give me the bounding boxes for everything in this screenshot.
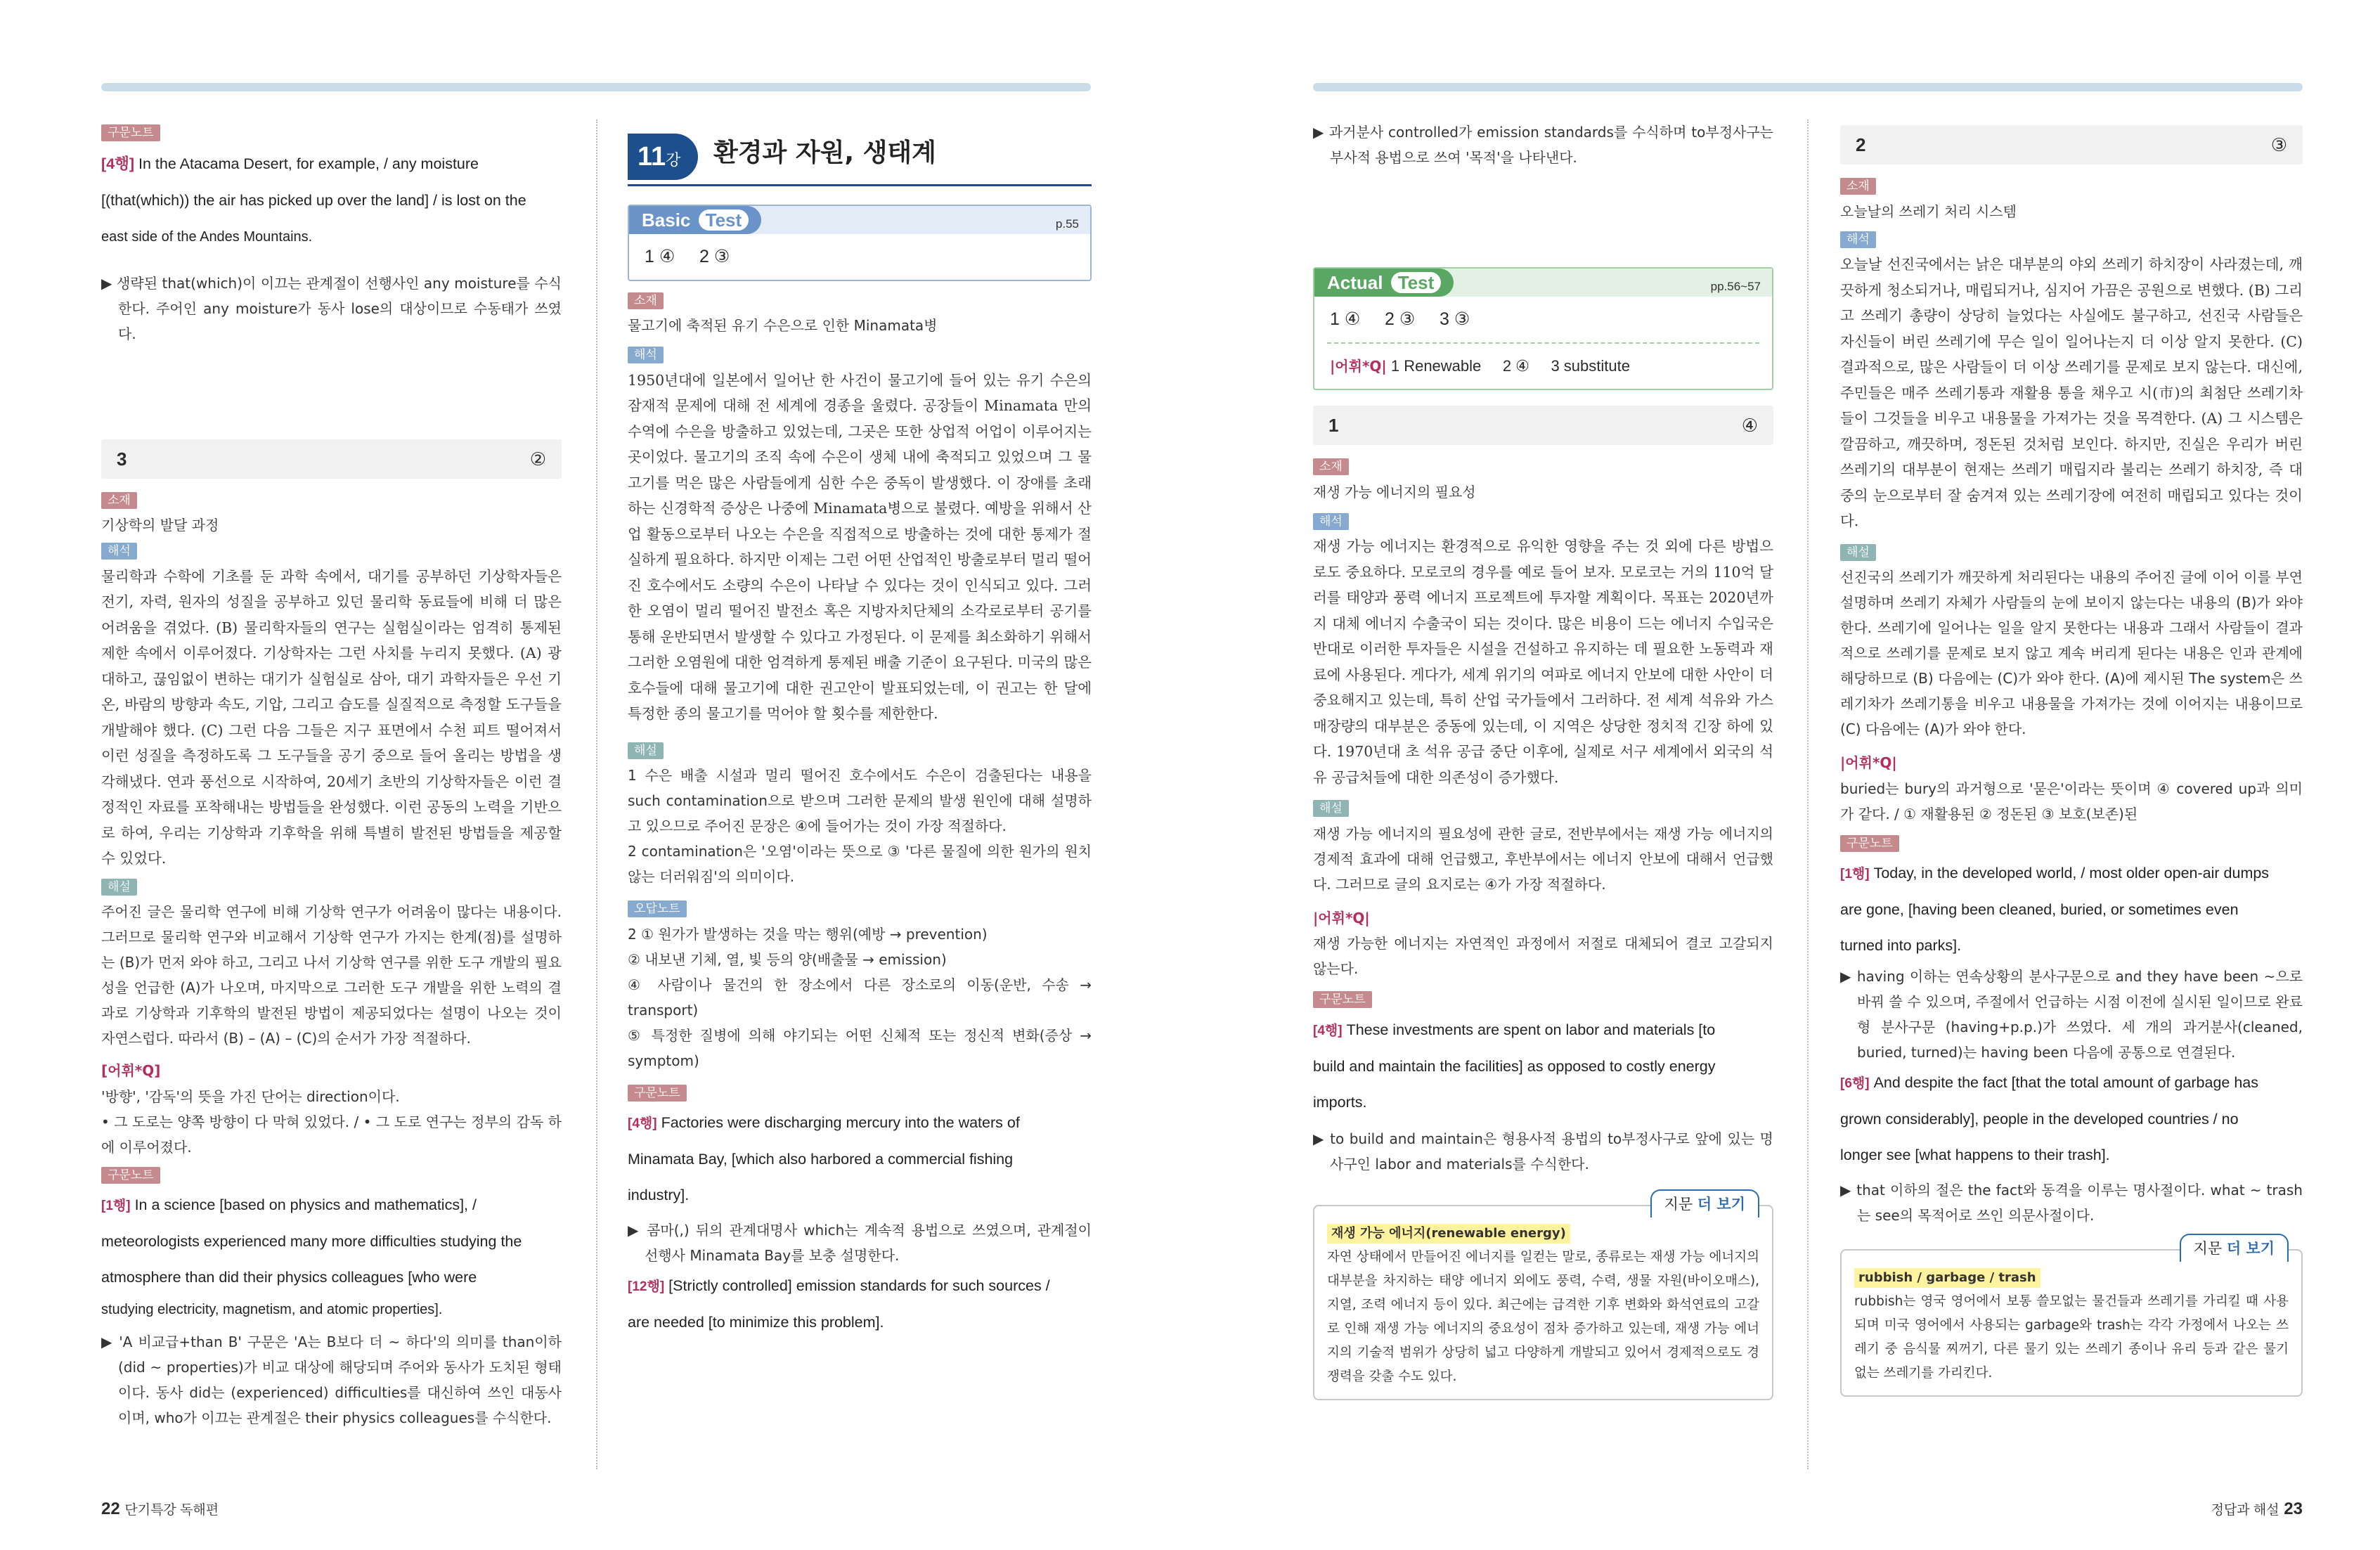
gumun-line: grown considerably], people in the developed countries / no (1840, 1111, 2239, 1128)
haeseol-text: 주어진 글은 물리학 연구에 비해 기상학 연구가 어려움이 많다는 내용이다. 그러므로 물리학 연구와 비교해서 기상학 연구가 가지는 한계(점)를 설명하는 (B)가 먼저 와야 하고, 그리고 나서 기상학 연구를 위한 도구 개발의 필요성을 언급한 (A)가 나오며, 마지막으로 그러한 도구 개발을 위한 노력의 결과로 기상학과 기후학의 발전된 방법이 제공되었다는 설명이 나오는 것이 자연스럽다. 따라서 (B) – (A) – (C)의 순서가 가장 적절하다. (101, 903, 562, 1047)
question-1-header (1313, 406, 1773, 445)
note-body: 자연 상태에서 만들어진 에너지를 일컫는 말로, 종류로는 재생 가능 에너지의 대부분을 차지하는 태양 에너지 외에도 풍력, 수력, 생물 자원(바이오매스), 지열, 조력 에너지 등이 있다. 최근에는 급격한 기후 변화와 화석연료의 고갈로 인해 재생 가능 에너지의 중요성이 점차 증가하고 있는데, 재생 가능 에너지의 기술적 범위가 상당히 넓고 다양하게 개발되고 있어서 경제적으로도 경쟁력을 갖출 수도 있다. (1327, 1249, 1759, 1384)
gumun-note: ▶ 콤마(,) 뒤의 관계대명사 which는 계속적 용법으로 쓰였으며, 관계절이 선행사 Minamata Bay를 보충 설명한다. (628, 1222, 1092, 1264)
note-tab-a: 지문 (2193, 1240, 2223, 1257)
haeseok-text: 1950년대에 일본에서 일어난 한 사건이 물고기에 들어 있는 유기 수은의 잠재적 문제에 대해 전 세계에 경종을 울렸다. 공장들이 Minamata 만의 수역에 수은을 방출하고 있었는데, 그곳은 또한 상업적 어업이 이루어지는 곳이었다. 물고기의 조직 속에 수은이 생체 내에 축적되고 있었으며 그 물고기를 먹은 많은 사람들에게 심한 수은 중독이 발생했다. 이 장애를 초래하는 신경학적 증상은 나중에 Minamata병으로 불렸다. 예방을 위해서 산업 활동으로부터 나오는 수은을 직접적으로 방출하는 것에 대한 통제가 절실하게 필요하다. 하지만 이제는 그런 어떤 산업적인 방출로부터 멀리 떨어진 호수에서도 소량의 수은이 나타날 수 있다는 것이 인식되고 있다. 그러한 오염이 멀리 떨어진 발전소 혹은 지방자치단체의 소각로로부터 공기를 통해 운반되면서 발생할 수 있다고 가정된다. 이 문제를 최소화하기 위해서 그러한 오염원에 대한 엄격하게 통제된 배출 기준이 요구된다. 미국의 많은 호수들에 대해 물고기에 대한 권고안이 발표되었는데, 이 권고는 한 달에 특정한 종의 물고기를 먹어야 할 횟수를 제한한다. (628, 371, 1092, 722)
answer-marker: ③ (2270, 134, 2287, 155)
page-number: 23 (2284, 1499, 2303, 1518)
lesson-suffix: 강 (666, 151, 681, 169)
gumun-note: ▶ to build and maintain은 형용사적 용법의 to부정사구로 앞에 있는 명사구인 labor and materials를 수식한다. (1313, 1130, 1773, 1173)
sojae-text: 물고기에 축적된 유기 수은으로 인한 Minamata병 (628, 317, 938, 334)
column-divider (1807, 120, 1809, 1469)
test-label-b: Test (699, 209, 749, 231)
haeseol-text-2: 2 contamination은 '오염'이라는 뜻으로 ③ '다른 물질에 의한 원가의 원치 않는 더러워짐'의 의미이다. (628, 843, 1092, 885)
question-number: 2 (1856, 134, 1866, 155)
lesson-title: 환경과 자원, 생태계 (713, 138, 936, 167)
gumun-line: are needed [to minimize this problem]. (628, 1314, 884, 1331)
gumun-line: turned into parks]. (1840, 937, 1962, 954)
haeseol-tag: 해설 (1313, 800, 1349, 817)
test-answers: 1 ④ 2 ③ 3 ③ (1330, 309, 1470, 329)
basic-test-box (628, 205, 1092, 281)
page-footer: 정답과 해설 (2211, 1503, 2279, 1518)
gumun-line: build and maintain the facilities] as opposed to costly energy (1313, 1057, 1716, 1075)
gumun-line: These investments are spent on labor and materials [to (1346, 1021, 1716, 1038)
gumun-note: ▶ 생략된 that(which)이 이끄는 관계절이 선행사인 any moisture를 수식한다. 주어인 any moisture가 동사 lose의 대상이므로 수동태가 쓰였다. (101, 274, 562, 342)
gumun-tag: 구문노트 (101, 1167, 160, 1184)
vocab-label: |어휘*Q| (1313, 909, 1370, 926)
line-label: [4행] (101, 155, 135, 172)
gumun-sentence (101, 1187, 562, 1324)
gumun-sentence (628, 1105, 1092, 1213)
column-divider (596, 120, 597, 1469)
more-info-tab (2180, 1234, 2289, 1262)
vocab-text: '방향', '감독'의 뜻을 가진 단어는 direction이다. (101, 1087, 400, 1105)
test-label (1314, 269, 1454, 297)
vocab-text: buried는 bury의 과거형으로 '묻은'이라는 뜻이며 ④ covered up과 의미가 같다. / ① 재활용된 ② 정돈된 ③ 보호(보존)된 (1840, 780, 2303, 822)
haeseol-text: 1 수은 배출 시설과 멀리 떨어진 호수에서도 수은이 검출된다는 내용을 such contamination으로 받으며 그러한 문제의 발생 원인에 대해 설명하고 있으므로 주어진 문장은 ④에 들어가는 것이 가장 적절하다. (628, 767, 1092, 834)
gumun-line: [Strictly controlled] emission standards for such sources / (668, 1277, 1050, 1294)
question-3-header (101, 439, 562, 479)
gumun-note: ▶ 'A 비교급+than B' 구문은 'A는 B보다 더 ~ 하다'의 의미를 than이하(did ~ properties)가 비교 대상에 해당되며 주어와 동사가 도치된 형태이다. 동사 did는 (experienced) difficulties를 대신하여 쓰인 대동사이며, who가 이끄는 관계절은 their physics colleagues를 수식한다. (101, 1333, 562, 1426)
gumun-line: And despite the fact [that the total amount of garbage has (1873, 1074, 2258, 1091)
vocab-label: |어휘*Q| (1840, 754, 1897, 771)
vocab-answers-row (1314, 344, 1772, 389)
vocab-answers: 1 Renewable 2 ④ 3 substitute (1390, 356, 1630, 375)
top-bar (101, 83, 1091, 91)
gumun-line: Minamata Bay, [which also harbored a commercial fishing (628, 1151, 1014, 1168)
vocab-text: 재생 가능한 에너지는 자연적인 과정에서 저절로 대체되어 결코 고갈되지 않는다. (1313, 935, 1773, 977)
note-title: rubbish / garbage / trash (1854, 1268, 2041, 1288)
gumun-sentence (1313, 1012, 1773, 1120)
gumun-line: In the Atacama Desert, for example, / any moisture (138, 155, 479, 172)
line-label: [1행] (1840, 867, 1870, 881)
right-column-1 (1313, 120, 1773, 1400)
haeseok-tag: 해석 (1313, 513, 1349, 530)
more-info-box (1840, 1240, 2303, 1397)
test-answers: 1 ④ 2 ③ (645, 247, 730, 266)
question-2-header (1840, 125, 2303, 164)
haeseok-text: 물리학과 수학에 기초를 둔 과학 속에서, 대기를 공부하던 기상학자들은 전기, 자력, 원자의 성질을 공부하고 있던 물리학 동료들에 비해 더 많은 어려움을 겪었다. (B) 물리학자들의 연구는 실험실이라는 엄격히 통제된 제한 속에서 이루어졌다. 기상학자는 그런 사치를 누리지 못했다. (A) 광대하고, 끊임없이 변하는 대기가 실험실로 삼아, 대기 과학자들은 우선 기온, 바람의 방향과 속도, 기압, 그리고 습도를 실질적으로 측정할 도구들을 개발해야 했다. (C) 그런 다음 그들은 지구 표면에서 수천 피트 떨어져서 이런 성질을 측정하도록 그 도구들을 공기 중으로 들어 올리는 방법을 생각해냈다. 연과 풍선으로 시작하여, 20세기 초반의 기상학자들은 이런 결정적인 자료를 포착해내는 방법들을 완성했다. 이런 공동의 노력을 기반으로 하여, 우리는 기상학과 기후학을 위해 특별히 발전된 방법들을 제공할 수 있었다. (101, 567, 562, 867)
test-label (629, 206, 761, 234)
vocab-label: [어휘*Q] (101, 1062, 161, 1079)
line-label: [1행] (101, 1199, 131, 1213)
haeseok-tag: 해석 (101, 543, 137, 560)
gumun-sentence (1840, 1065, 2303, 1173)
test-header (629, 206, 1090, 234)
question-number: 1 (1328, 415, 1339, 436)
gumun-line: [(that(which)) the air has picked up over the land] / is lost on the (101, 191, 526, 209)
gumun-tag: 구문노트 (101, 124, 160, 141)
right-page (1190, 0, 2380, 1550)
line-label: [12행] (628, 1279, 665, 1294)
gumun-line: atmosphere than did their physics colleagues [who were (101, 1269, 477, 1286)
lesson-number: 11 (638, 142, 666, 172)
haeseok-tag: 해석 (628, 347, 664, 363)
left-column-2 (628, 124, 1092, 1341)
odap-tag: 오답노트 (628, 900, 687, 917)
note-tab-b: 더 보기 (1697, 1195, 1745, 1213)
sojae-tag: 소재 (628, 292, 664, 309)
test-label-a: Basic (642, 209, 691, 231)
odap-item: ② 내보낸 기체, 열, 빛 등의 양(배출물 → emission) (628, 950, 947, 968)
odap-item: 2 ① 원가가 발생하는 것을 막는 행위(예방 → prevention) (628, 925, 988, 943)
gumun-line: Factories were discharging mercury into the waters of (661, 1114, 1020, 1131)
odap-item: ⑤ 특정한 질병에 의해 야기되는 어떤 신체적 또는 정신적 변화(증상 → symptom) (628, 1026, 1092, 1069)
top-note: ▶ 과거분사 controlled가 emission standards를 수식하며 to부정사구는 부사적 용법으로 쓰여 '목적'을 나타낸다. (1313, 124, 1773, 166)
haeseol-tag: 해설 (628, 742, 664, 759)
haeseok-text: 오늘날 선진국에서는 낡은 대부분의 야외 쓰레기 하치장이 사라졌는데, 깨끗하게 청소되거나, 매립되거나, 심지어 가끔은 공원으로 변했다. (B) 그리고 쓰레기 총량이 상당히 늘었다는 사실에도 불구하고, 선진국 사람들은 자신들이 버린 쓰레기에 무슨 일이 일어나는지 더 이상 알지 못한다. (C) 결과적으로, 많은 사람들이 더 이상 쓰레기를 문제로 보지 않는다. 대신에, 주민들은 매주 쓰레기통과 재활용 통을 채우고 시(市)의 최첨단 쓰레기차들이 그것들을 비우고 내용물을 가져가는 것을 목격한다. (A) 그 시스템은 깔끔하고, 깨끗하며, 정돈된 것처럼 보인다. 하지만, 진실은 우리가 버린 쓰레기의 대부분이 현재는 쓰레기 매립지라 불리는 쓰레기 하치장, 즉 대중의 눈으로부터 잘 숨겨져 있는 쓰레기장에 여전히 매립되고 있다는 것이다. (1840, 256, 2303, 529)
gumun-tag: 구문노트 (628, 1085, 687, 1102)
answer-marker: ② (529, 448, 546, 470)
gumun-line: east side of the Andes Mountains. (101, 228, 313, 245)
vocab-example: • 그 도로는 양쪽 방향이 다 막혀 있었다. / • 그 도로 연구는 정부의 감독 하에 이루어졌다. (101, 1113, 562, 1156)
top-bar (1313, 83, 2303, 91)
sojae-tag: 소재 (1313, 458, 1349, 475)
haeseol-text: 선진국의 쓰레기가 깨끗하게 처리된다는 내용의 주어진 글에 이어 이를 부연 설명하며 쓰레기 자체가 사람들의 눈에 보이지 않는다는 내용의 (B)가 와야 한다. 쓰레기에 일어나는 일을 알지 못한다는 내용과 그래서 사람들이 결과적으로 쓰레기를 문제로 보지 않고 계속 버리게 된다는 내용은 인과 관계에 해당하므로 (B) 다음에는 (C)가 와야 한다. (A)에 제시된 The system은 쓰레기차가 쓰레기통을 비우고 내용물을 가져가는 것에 이어지는 내용이므로 (C) 다음에는 (A)가 와야 한다. (1840, 569, 2303, 737)
gumun-line: Today, in the developed world, / most older open-air dumps (1873, 865, 2270, 881)
haeseok-text: 재생 가능 에너지는 환경적으로 유익한 영향을 주는 것 외에 다른 방법으로도 중요하다. 모로코의 경우를 예로 들어 보자. 모로코는 거의 110억 달러를 태양과 풍력 에너지 프로젝트에 투자할 계획이다. 목표는 2020년까지 대체 에너지 수출국이 되는 것이다. 많은 비용이 드는 에너지 수입국은 반대로 이러한 투자들은 시설을 건설하고 유지하는 데 필요한 노동력과 재료에 사용된다. 게다가, 세계 위기의 여파로 에너지 안보에 대한 사안이 더 중요해지고 있는데, 특히 산업 국가들에서 그러하다. 전 세계 석유와 가스 매장량의 대부분은 중동에 있는데, 이 지역은 상당한 정치적 긴장 하에 있다. 1970년대 초 석유 공급 중단 이후에, 실제로 서구 세계에서 외국의 석유 공급처들에 대한 의존성이 증가했다. (1313, 538, 1773, 786)
vocab-label: |어휘*Q| (1330, 357, 1387, 375)
gumun-sentence (101, 146, 562, 255)
page-number: 22 (101, 1499, 120, 1518)
gumun-line: In a science [based on physics and mathematics], / (134, 1196, 477, 1213)
lesson-title-bar (628, 134, 1092, 186)
haeseol-tag: 해설 (101, 879, 137, 896)
test-page-ref: pp.56~57 (1710, 280, 1761, 293)
note-tab-a: 지문 (1664, 1195, 1693, 1213)
sojae-tag: 소재 (101, 492, 137, 509)
answer-marker: ④ (1741, 415, 1758, 436)
line-label: [4행] (628, 1116, 657, 1131)
gumun-note: ▶ that 이하의 절은 the fact와 동격을 이루는 명사절이다. what ~ trash는 see의 목적어로 쓰인 의문사절이다. (1840, 1182, 2303, 1224)
gumun-line: studying electricity, magnetism, and atomic properties]. (101, 1302, 443, 1317)
sojae-text: 기상학의 발달 과정 (101, 517, 219, 534)
note-tab-b: 더 보기 (2226, 1240, 2275, 1257)
gumun-line: industry]. (628, 1187, 690, 1203)
page-number-left (101, 1499, 219, 1519)
gumun-sentence (1840, 855, 2303, 964)
question-number: 3 (117, 448, 127, 470)
gumun-tag: 구문노트 (1313, 991, 1372, 1008)
more-info-box (1313, 1195, 1773, 1400)
sojae-tag: 소재 (1840, 178, 1876, 195)
right-column-2 (1840, 120, 2303, 1397)
gumun-sentence (628, 1268, 1092, 1341)
gumun-tag: 구문노트 (1840, 835, 1899, 852)
more-info-tab (1650, 1189, 1759, 1218)
left-column-1 (101, 120, 562, 1430)
gumun-line: are gone, [having been cleaned, buried, or sometimes even (1840, 901, 2239, 918)
haeseol-text: 재생 가능 에너지의 필요성에 관한 글로, 전반부에서는 재생 가능 에너지의 경제적 효과에 대해 언급했고, 후반부에서는 에너지 안보에 대해서 언급했다. 그러므로 글의 요지로는 ④가 가장 적절하다. (1313, 825, 1773, 893)
haeseok-tag: 해석 (1840, 231, 1876, 248)
page-number-right (2211, 1499, 2303, 1519)
gumun-line: meteorologists experienced many more difficulties studying the (101, 1233, 522, 1250)
gumun-line: imports. (1313, 1093, 1367, 1111)
line-label: [6행] (1840, 1076, 1870, 1091)
haeseol-tag: 해설 (1840, 544, 1876, 561)
test-header (1314, 269, 1772, 297)
lesson-badge (628, 134, 698, 180)
gumun-line: longer see [what happens to their trash]. (1840, 1147, 2110, 1163)
note-title: 재생 가능 에너지(renewable energy) (1327, 1224, 1570, 1244)
actual-test-box (1313, 267, 1773, 390)
line-label: [4행] (1313, 1023, 1343, 1038)
note-body: rubbish는 영국 영어에서 보통 쓸모없는 물건들과 쓰레기를 가리킬 때 사용되며 미국 영어에서 사용되는 garbage와 trash는 각각 가정에서 나오는 쓰레기 중 음식물 찌꺼기, 다른 물기 있는 쓰레기 종이나 유리 등과 같은 물기 없는 쓰레기를 가리킨다. (1854, 1294, 2289, 1381)
test-label-a: Actual (1327, 272, 1383, 293)
odap-item: ④ 사람이나 물건의 한 장소에서 다른 장소로의 이동(운반, 수송 → transport) (628, 976, 1092, 1019)
test-page-ref: p.55 (1055, 217, 1079, 231)
gumun-note: ▶ having 이하는 연속상황의 분사구문으로 and they have been ~으로 바꿔 쓸 수 있으며, 주절에서 언급하는 시점 이전에 실시된 일이므로 완료형 분사구문 (having+p.p.)가 쓰였다. 세 개의 과거분사(cleaned, buried, turned)는 having been 다음에 공통으로 연결된다. (1840, 968, 2303, 1061)
sojae-text: 재생 가능 에너지의 필요성 (1313, 483, 1476, 500)
page-footer: 단기특강 독해편 (124, 1503, 219, 1518)
test-label-b: Test (1391, 272, 1442, 293)
sojae-text: 오늘날의 쓰레기 처리 시스템 (1840, 202, 2017, 220)
